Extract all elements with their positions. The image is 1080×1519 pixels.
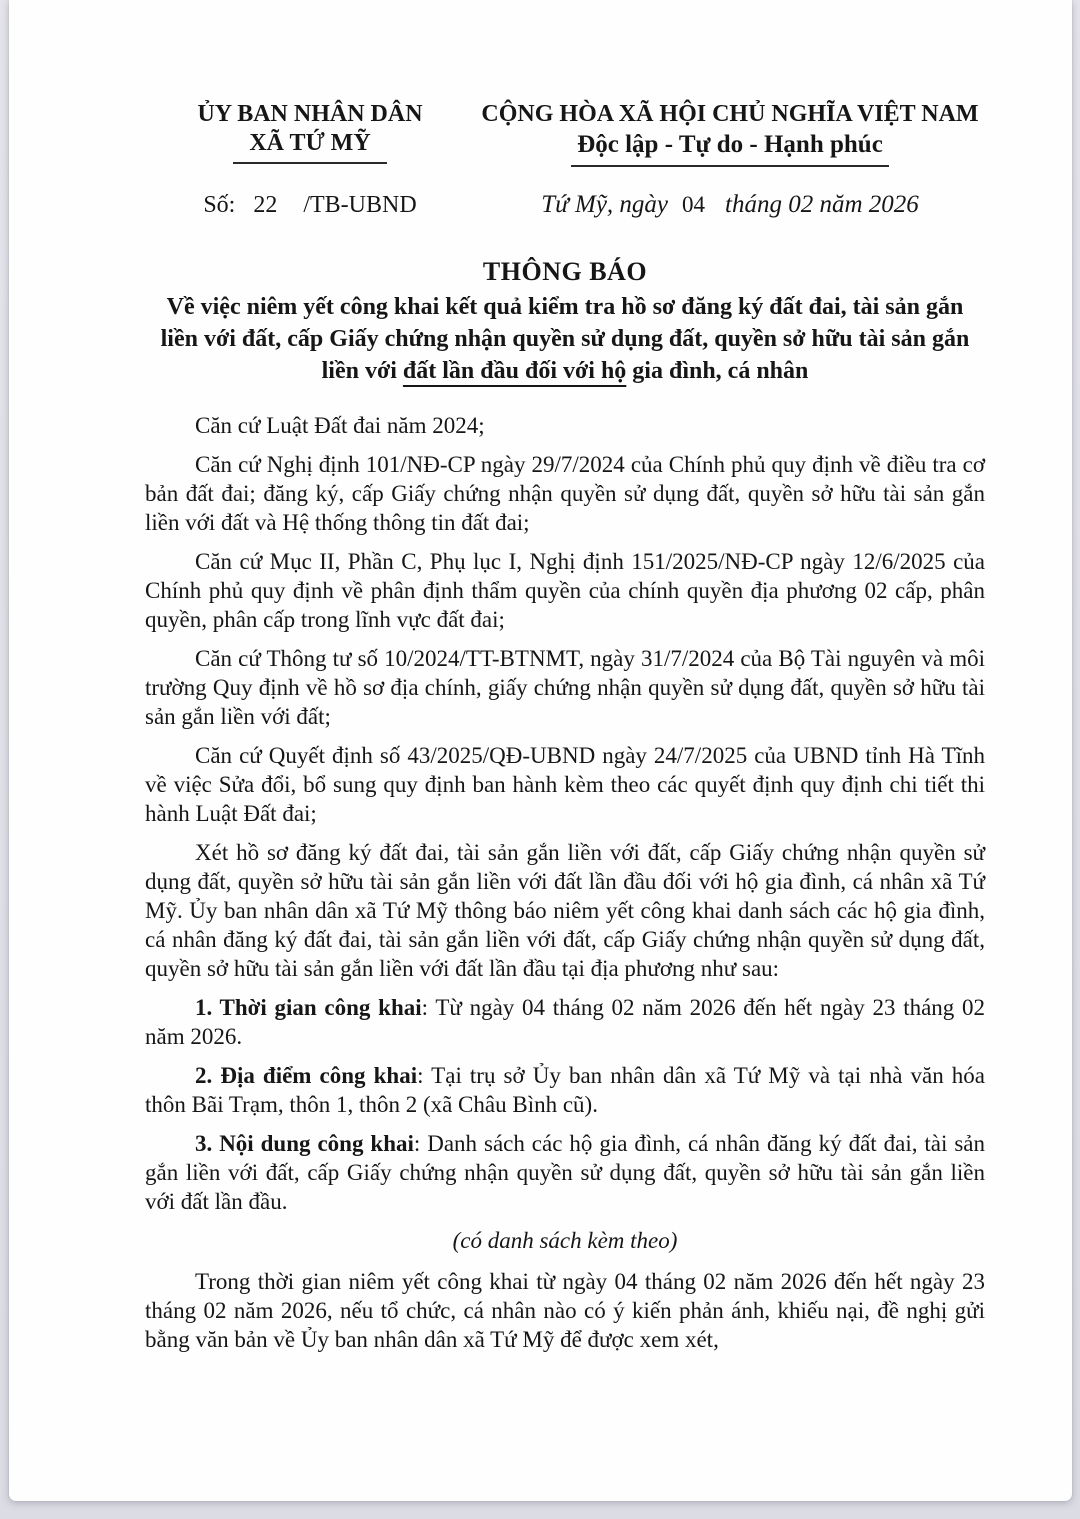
paragraph-legal-basis-4: Căn cứ Thông tư số 10/2024/TT-BTNMT, ngày 31/7/2024 của Bộ Tài nguyên và môi trường Quy định về hồ sơ địa chính, giấy chứng nhận quyền sử dụng đất, quyền sở hữu tài sản gắn liền với đất; (145, 646, 985, 729)
national-motto: Độc lập - Tự do - Hạnh phúc (571, 131, 889, 167)
issuing-authority-unit-wrap (145, 129, 475, 164)
document-number-value: 22 (253, 192, 278, 218)
document-number-label: Số: (203, 192, 236, 218)
paragraph-legal-basis-2: Căn cứ Nghị định 101/NĐ-CP ngày 29/7/2024 của Chính phủ quy định về điều tra cơ bản đất đai; đăng ký, cấp Giấy chứng nhận quyền sử dụng đất, quyền sở hữu tài sản gắn liền với đất và Hệ thống thông tin đất đai; (145, 452, 985, 535)
paragraph-consideration: Xét hồ sơ đăng ký đất đai, tài sản gắn liền với đất, cấp Giấy chứng nhận quyền sử dụng đất, quyền sở hữu tài sản gắn liền với đất lần đầu đối với hộ gia đình, cá nhân xã Tứ Mỹ. Ủy ban nhân dân xã Tứ Mỹ thông báo niêm yết công khai danh sách các hộ gia đình, cá nhân đăng ký đất đai, tài sản gắn liền với đất, cấp Giấy chứng nhận quyền sử dụng đất, quyền sở hữu tài sản gắn liền với đất lần đầu tại địa phương như sau: (145, 840, 985, 981)
issuing-authority-block (145, 100, 475, 220)
subtitle-text-part2: gia đình, cá nhân (626, 358, 809, 384)
national-motto-wrap (475, 131, 985, 167)
item-public-content (145, 1129, 985, 1216)
document-number-suffix: /TB-UBND (303, 192, 417, 218)
item-public-period (145, 993, 985, 1051)
paragraph-closing: Trong thời gian niêm yết công khai từ ngày 04 tháng 02 năm 2026 đến hết ngày 23 tháng 02 năm 2026, nếu tổ chức, cá nhân nào có ý kiến phản ánh, khiếu nại, đề nghị gửi bằng văn bản về Ủy ban nhân dân xã Tứ Mỹ để được xem xét, (145, 1269, 985, 1352)
subtitle-underlined-text: đất lần đầu đối với hộ (402, 358, 627, 384)
document-number-line (145, 190, 475, 220)
date-prefix: Tứ Mỹ, ngày (541, 191, 669, 218)
item-public-period-text: : Từ ngày 04 tháng 02 năm 2026 đến hết ngày 23 tháng 02 năm 2026. (145, 995, 986, 1049)
document-body (145, 411, 985, 1354)
date-day-value: 04 (682, 192, 706, 217)
subtitle-text-part1: Về việc niêm yết công khai kết quả kiểm tra hồ sơ đăng ký đất đai, tài sản gắn liền với đất, cấp Giấy chứng nhận quyền sử dụng đất, quyền sở hữu tài sản gắn liền với (160, 294, 970, 384)
date-suffix: tháng 02 năm 2026 (725, 191, 919, 218)
item-public-location (145, 1061, 985, 1119)
attachment-note: (có danh sách kèm theo) (452, 1228, 678, 1253)
place-date-line (475, 190, 985, 220)
issuing-authority-name: ỦY BAN NHÂN DÂN (197, 101, 423, 127)
document-content (9, 0, 1072, 1354)
document-subtitle (145, 291, 985, 387)
national-title: CỘNG HÒA XÃ HỘI CHỦ NGHĨA VIỆT NAM (481, 101, 979, 127)
item-public-location-label: 2. Địa điểm công khai (195, 1063, 418, 1088)
document-title: THÔNG BÁO (482, 257, 648, 286)
document-header (145, 100, 985, 220)
national-header-block (475, 100, 985, 220)
item-public-content-text: : Danh sách các hộ gia đình, cá nhân đăng ký đất đai, tài sản gắn liền với đất, cấp Giấy chứng nhận quyền sử dụng đất, quyền sở hữu tài sản gắn liền với đất lần đầu. (145, 1131, 985, 1214)
item-public-content-label: 3. Nội dung công khai (195, 1131, 414, 1156)
paragraph-legal-basis-1: Căn cứ Luật Đất đai năm 2024; (195, 413, 485, 438)
issuing-authority-unit: XÃ TỨ MỸ (233, 129, 386, 164)
item-public-location-text: : Tại trụ sở Ủy ban nhân dân xã Tứ Mỹ và tại nhà văn hóa thôn Bãi Trạm, thôn 1, thôn 2 (xã Châu Bình cũ). (145, 1063, 985, 1117)
document-page (9, 0, 1072, 1501)
paragraph-legal-basis-5: Căn cứ Quyết định số 43/2025/QĐ-UBND ngày 24/7/2025 của UBND tỉnh Hà Tĩnh về việc Sửa đổi, bổ sung quy định ban hành kèm theo các quyết định quy định chi tiết thi hành Luật Đất đai; (145, 743, 985, 826)
item-public-period-label: 1. Thời gian công khai (195, 995, 422, 1020)
paragraph-legal-basis-3: Căn cứ Mục II, Phần C, Phụ lục I, Nghị định 151/2025/NĐ-CP ngày 12/6/2025 của Chính phủ quy định về phân định thẩm quyền của chính quyền địa phương 02 cấp, phân quyền, phân cấp trong lĩnh vực đất đai; (145, 549, 985, 632)
